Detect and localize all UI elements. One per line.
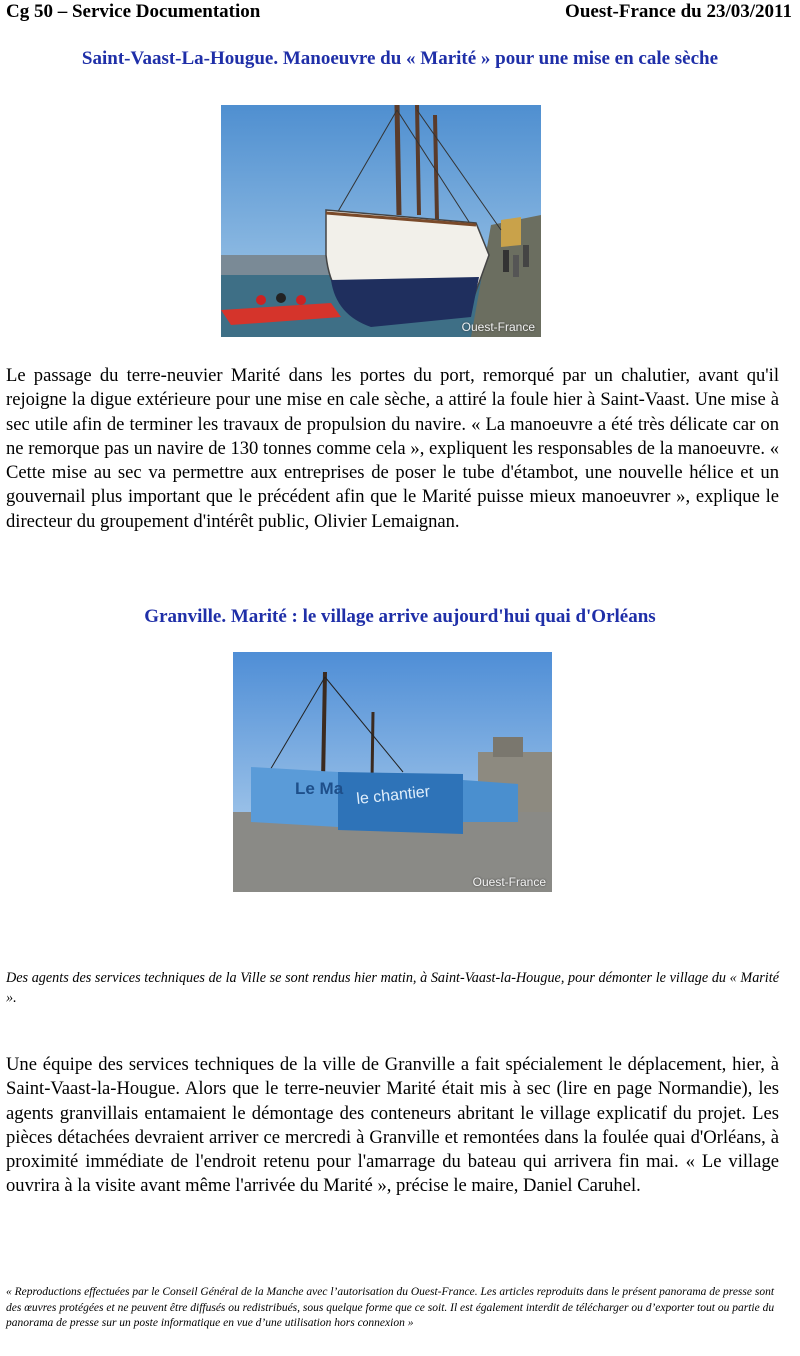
header-date: Ouest-France du 23/03/2011 [565, 1, 792, 22]
photo-credit: Ouest-France [461, 320, 535, 334]
photo-credit-2: Ouest-France [472, 875, 546, 889]
article1-body: Le passage du terre-neuvier Marité dans les portes du port, remorqué par un chalutier, avant qu'il rejoigne la digue extérieure pour une mise en cale sèche, a attiré la foule hier à Saint-Vaast. Une mise à sec utile afin de terminer les travaux de propulsion du navire. « La manoeuvre a été très délicate car on ne remorque pas un navire de 130 tonnes comme cela », expliquent les responsables de la manoeuvre. « Cette mise au sec va permettre aux entreprises de poser le tube d'étambot, une nouvelle hélice et un gouvernail plus important que le précédent afin que le Marité puisse mieux manoeuvrer », explique le directeur du groupement d'intérêt public, Olivier Lemaignan. [6, 365, 779, 532]
article2-title: Granville. Marité : le village arrive aujourd'hui quai d'Orléans [144, 606, 656, 627]
photo-caption: Des agents des services techniques de la Ville se sont rendus hier matin, à Saint-Vaast-la-Hougue, pour démonter le village du « Marité ». [6, 970, 779, 1006]
header-source: Cg 50 – Service Documentation [6, 1, 261, 22]
container-sign-2: le chantier [355, 783, 431, 808]
containers-photo [233, 652, 552, 892]
ship-photo [221, 105, 541, 337]
article2-body: Une équipe des services techniques de la ville de Granville a fait spécialement le déplacement, hier, à Saint-Vaast-la-Hougue. Alors que le terre-neuvier Marité était mis à sec (lire en page Normandie), les agents granvillais entamaient le démontage des conteneurs abritant le village explicatif du projet. Les pièces détachées devraient arriver ce mercredi à Granville et remontées dans la foulée quai d'Orléans, à proximité immédiate de l'endroit retenu pour l'amarrage du bateau qui arrivera fin mai. « Le village ouvrira à la visite avant même l'arrivée du Marité », précise le maire, Daniel Caruhel. [6, 1054, 779, 1197]
copyright-notice: « Reproductions effectuées par le Conseil Général de la Manche avec l’autorisation du Ouest-France. Les articles reproduits dans le présent panorama de presse sont des œuvres protégées et ne peuvent être diffusés ou redistribués, sous quelque forme que ce soit. Il est également interdit de télécharger ou d’exporter tout ou partie du panorama de presse sur un poste informatique en vue d’une utilisation hors connexion » [6, 1286, 775, 1329]
page-header [6, 0, 792, 26]
container-sign-1: Le Ma [295, 779, 344, 798]
article1-title: Saint-Vaast-La-Hougue. Manoeuvre du « Marité » pour une mise en cale sèche [81, 48, 719, 69]
